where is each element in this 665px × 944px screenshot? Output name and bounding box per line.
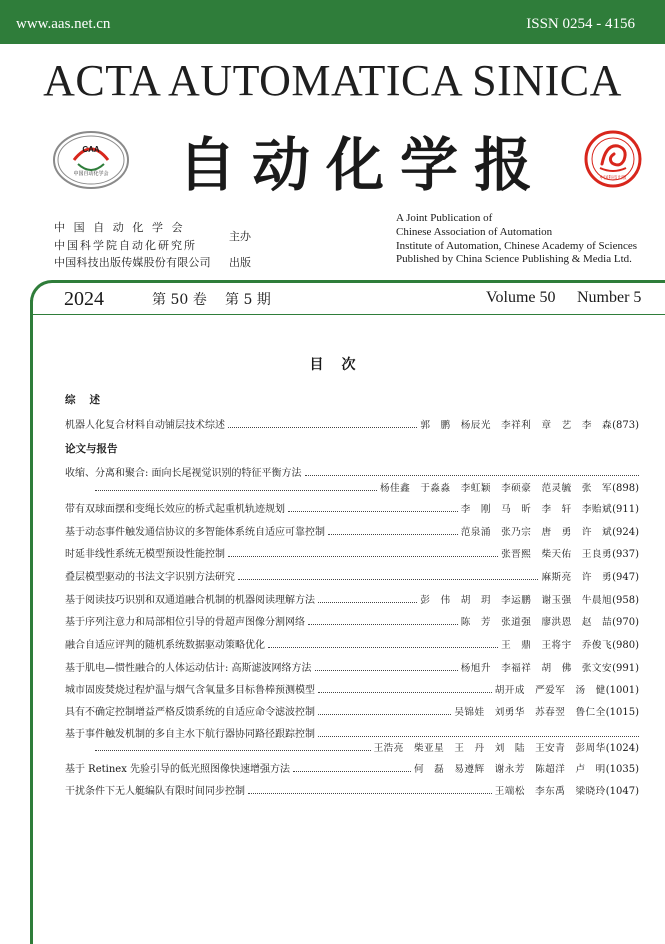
issn-label: ISSN 0254 - 4156 xyxy=(526,16,635,32)
issue-number-en: Number 5 xyxy=(577,289,642,306)
article-title[interactable]: 干扰条件下无人艇编队有限时间同步控制 xyxy=(65,786,245,797)
leader-dots xyxy=(318,692,492,693)
toc-entry[interactable] xyxy=(65,614,639,628)
article-authors: 范泉涌 张乃宗 唐 勇 许 斌 xyxy=(460,527,613,538)
article-page: (911) xyxy=(612,504,639,515)
article-authors: 郭 鹏 杨辰光 李祥利 章 艺 李 森 xyxy=(420,420,613,431)
caa-logo-subtext: 中国自动化学会 xyxy=(73,171,109,177)
leader-dots xyxy=(95,490,377,491)
leader-dots xyxy=(318,736,639,737)
article-title[interactable]: 叠层模型驱动的书法文字识别方法研究 xyxy=(65,572,235,583)
toc-entry[interactable] xyxy=(65,592,639,606)
toc-entry[interactable] xyxy=(65,704,639,718)
article-authors: 王浩亮 柴亚星 王 丹 刘 陆 王安青 彭周华 xyxy=(373,743,606,754)
leader-dots xyxy=(248,793,492,794)
article-authors: 胡开成 严爱军 汤 健 xyxy=(494,685,606,696)
article-title[interactable]: 具有不确定控制增益严格反馈系统的自适应命令滤波控制 xyxy=(65,707,315,718)
toc-entry-authors-line xyxy=(95,740,639,754)
section-review-heading: 综述 xyxy=(65,394,114,406)
article-page: (958) xyxy=(612,595,639,606)
article-authors: 张晋熙 柴天佑 王良勇 xyxy=(501,549,613,560)
joint-line: Published by China Science Publishing & Media Ltd. xyxy=(396,253,632,266)
toc-entry[interactable] xyxy=(65,524,639,538)
toc-entry[interactable] xyxy=(65,726,639,740)
frame-left-border xyxy=(30,300,33,944)
article-authors: 陈 芳 张道强 廖洪恩 赵 喆 xyxy=(460,617,613,628)
leader-dots xyxy=(328,534,458,535)
article-authors: 何 磊 易遵辉 谢永芳 陈超洋 卢 明 xyxy=(413,764,606,775)
article-authors: 杨旭升 李福祥 胡 佛 张文安 xyxy=(460,663,613,674)
journal-title-en: ACTA AUTOMATICA SINICA xyxy=(43,56,622,105)
leader-dots xyxy=(95,750,371,751)
leader-dots xyxy=(288,511,458,512)
article-page: (1035) xyxy=(605,764,639,775)
article-page: (1047) xyxy=(605,786,639,797)
journal-title-cn: 自动化学报 xyxy=(177,131,548,199)
article-page: (1015) xyxy=(605,707,639,718)
article-title[interactable]: 基于 Retinex 先验引导的低光照图像快速增强方法 xyxy=(65,764,291,775)
article-authors: 王 鼎 王将宇 乔俊飞 xyxy=(501,640,613,651)
toc-entry-authors-line xyxy=(95,480,639,494)
role-publisher-label: 出版 xyxy=(229,256,251,269)
article-authors: 吴锦娃 刘勇华 苏春翌 鲁仁全 xyxy=(454,707,606,718)
leader-dots xyxy=(238,579,538,580)
article-page: (873) xyxy=(612,420,639,431)
article-authors: 麻斯亮 许 勇 xyxy=(541,572,613,583)
toc-entry[interactable] xyxy=(65,682,639,696)
leader-dots xyxy=(315,670,458,671)
article-title[interactable]: 融合自适应评判的随机系统数据驱动策略优化 xyxy=(65,640,265,651)
volume-en: Volume 50 xyxy=(486,289,556,306)
article-title[interactable]: 基于序列注意力和局部相位引导的骨超声图像分割网络 xyxy=(65,617,305,628)
article-page: (947) xyxy=(612,572,639,583)
joint-line: Institute of Automation, Chinese Academy of Sciences xyxy=(396,239,638,252)
joint-line: A Joint Publication of xyxy=(396,212,493,224)
journal-url[interactable]: www.aas.net.cn xyxy=(16,16,111,32)
frame-border xyxy=(30,280,665,340)
leader-dots xyxy=(228,556,498,557)
top-banner xyxy=(0,0,665,44)
article-page: (924) xyxy=(612,527,639,538)
sponsor-list-cn xyxy=(54,219,211,272)
article-authors: 彭 伟 胡 玥 李运鹏 谢玉强 牛晨旭 xyxy=(420,595,613,606)
sponsor-caa: 中国自动化学会 xyxy=(54,221,192,234)
article-title[interactable]: 收缩、分离和聚合: 面向长尾视觉识别的特征平衡方法 xyxy=(65,468,302,479)
article-title[interactable]: 时延非线性系统无模型预设性能控制 xyxy=(65,549,225,560)
joint-publication-en xyxy=(396,212,637,267)
toc-entry[interactable] xyxy=(65,637,639,651)
article-page: (937) xyxy=(612,549,639,560)
issue-divider xyxy=(33,314,665,315)
issue-year: 2024 xyxy=(64,288,104,310)
article-title[interactable]: 机器人化复合材料自动铺层技术综述 xyxy=(65,420,225,431)
caa-logo-text: CAA xyxy=(82,145,100,154)
article-title[interactable]: 城市固废焚烧过程炉温与烟气含氧量多目标鲁棒预测模型 xyxy=(65,685,315,696)
article-title[interactable]: 带有双球面摆和变绳长效应的桥式起重机轨迹规划 xyxy=(65,504,285,515)
toc-entry[interactable] xyxy=(65,783,639,797)
leader-dots xyxy=(228,427,417,428)
article-title[interactable]: 基于阅读技巧识别和双通道融合机制的机器阅读理解方法 xyxy=(65,595,315,606)
joint-line: Chinese Association of Automation xyxy=(396,225,553,238)
article-page: (991) xyxy=(612,663,639,674)
issue-number-cn: 第 5 期 xyxy=(225,292,271,308)
article-authors: 王端松 李东禹 梁晓玲 xyxy=(494,786,606,797)
article-page: (1001) xyxy=(605,685,639,696)
article-authors: 李 刚 马 昕 李 轩 李贻斌 xyxy=(460,504,613,515)
leader-dots xyxy=(293,771,411,772)
leader-dots xyxy=(318,714,451,715)
toc-entry[interactable] xyxy=(65,761,639,775)
sponsor-ia-cas: 中国科学院自动化研究所 xyxy=(54,238,197,252)
article-title[interactable]: 基于肌电—惯性融合的人体运动估计: 高斯滤波网络方法 xyxy=(65,663,312,674)
article-page: (898) xyxy=(612,483,639,494)
leader-dots xyxy=(305,475,639,476)
toc-entry[interactable] xyxy=(65,417,639,431)
toc-entry[interactable] xyxy=(65,660,639,674)
toc-entry[interactable] xyxy=(65,546,639,560)
role-sponsor-label: 主办 xyxy=(229,230,251,243)
article-title[interactable]: 基于动态事件触发通信协议的多智能体系统自适应可靠控制 xyxy=(65,527,325,538)
leader-dots xyxy=(268,647,498,648)
article-authors: 杨佳鑫 于淼淼 李虹颖 李硕豪 范灵毓 张 军 xyxy=(379,483,613,494)
toc-entry[interactable] xyxy=(65,501,639,515)
science-publishing-logo-icon xyxy=(584,130,642,188)
toc-entry[interactable] xyxy=(65,465,639,479)
leader-dots xyxy=(308,624,458,625)
section-papers-heading: 论文与报告 xyxy=(65,443,118,455)
article-page: (970) xyxy=(612,617,639,628)
article-page: (1024) xyxy=(605,743,639,754)
toc-entry[interactable] xyxy=(65,569,639,583)
leader-dots xyxy=(318,602,417,603)
article-title[interactable]: 基于事件触发机制的多自主水下航行器协同路径跟踪控制 xyxy=(65,729,315,740)
science-logo-subtext: 中国科技出版 xyxy=(599,176,627,181)
sponsor-csp: 中国科技出版传媒股份有限公司 xyxy=(54,256,211,269)
volume-cn: 第 50 卷 xyxy=(152,292,207,308)
caa-logo-icon xyxy=(52,130,130,190)
article-page: (980) xyxy=(612,640,639,651)
toc-heading: 目次 xyxy=(309,357,374,373)
